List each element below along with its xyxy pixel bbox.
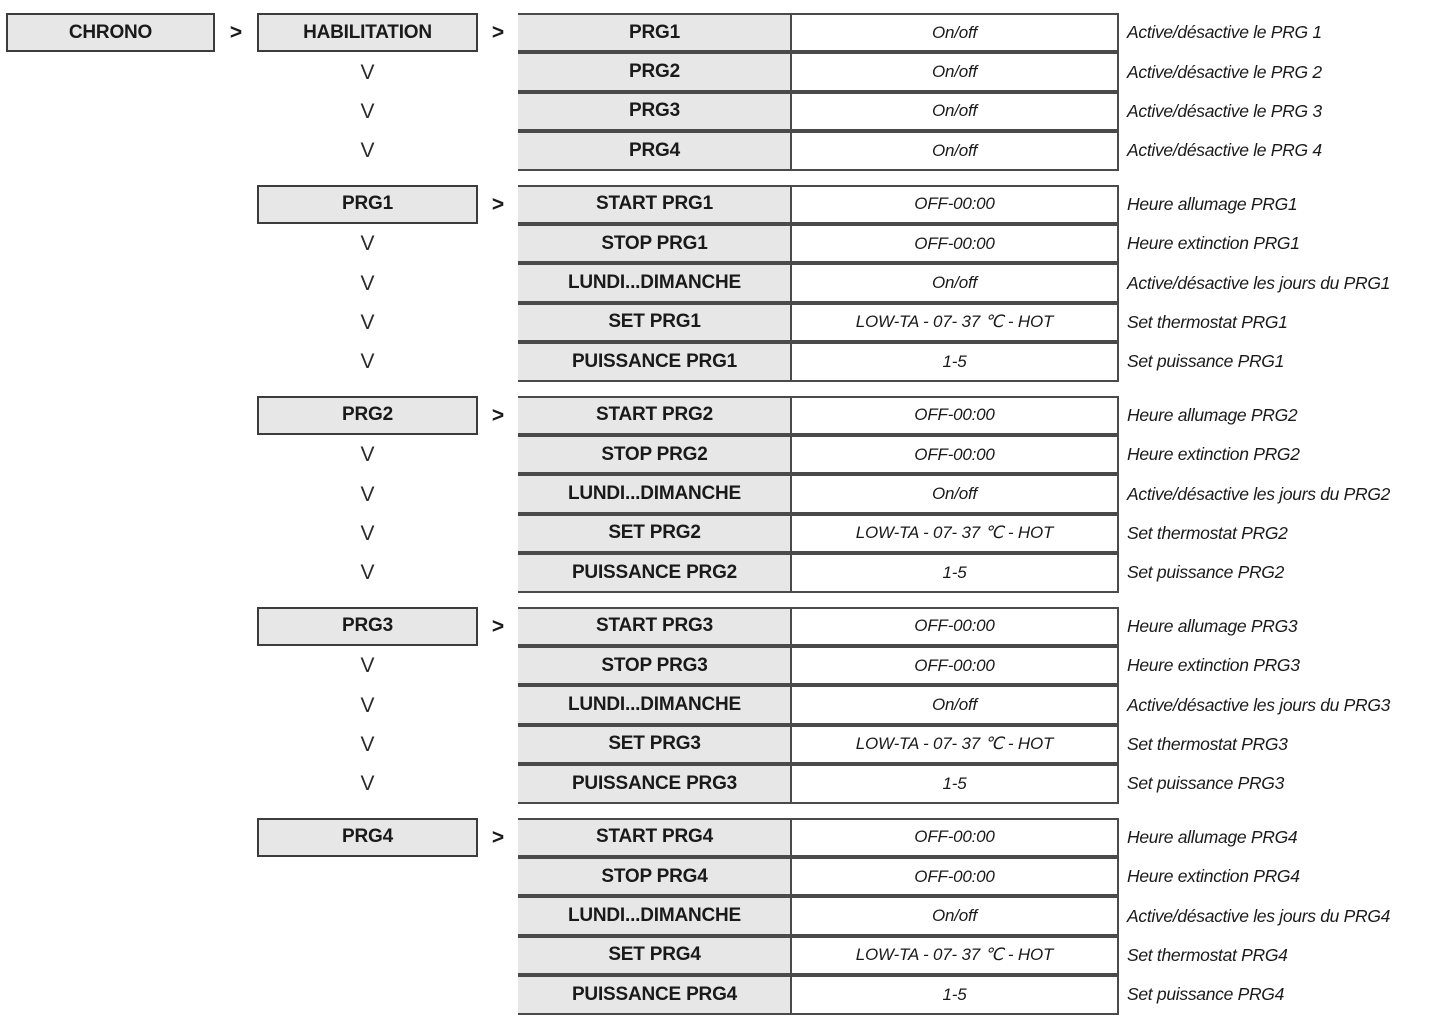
table-row-value-prg4-1[interactable]: [790, 857, 1119, 896]
row-label-text: STOP PRG4: [601, 865, 708, 887]
table-row-label-prg3-2[interactable]: [518, 685, 791, 724]
row-label-text: START PRG3: [596, 615, 713, 637]
branch-box-label: PRG1: [342, 193, 393, 215]
row-label-text: START PRG2: [596, 404, 713, 426]
root-box-label: CHRONO: [68, 21, 153, 43]
chevron-down-icon-prg1-2: V: [360, 310, 375, 334]
row-label-text: STOP PRG2: [601, 443, 708, 465]
row-value-text: OFF-00:00: [914, 616, 995, 636]
table-row-label-prg3-1[interactable]: [518, 646, 791, 685]
row-label-text: STOP PRG1: [601, 232, 708, 254]
table-row-label-prg2-1[interactable]: [518, 435, 791, 474]
chevron-down-icon-prg3-2: V: [360, 732, 375, 756]
row-value-text: On/off: [931, 906, 978, 926]
row-description-text: Heure allumage PRG2: [1127, 404, 1298, 425]
row-description-text: Set thermostat PRG4: [1127, 944, 1288, 965]
table-row-value-prg4-3[interactable]: [790, 936, 1119, 975]
chevron-down-icon-habilitation-1: V: [360, 99, 375, 123]
chevron-down-icon-habilitation-0: V: [360, 60, 375, 84]
row-description-text: Set thermostat PRG2: [1127, 522, 1288, 543]
row-value-text: OFF-00:00: [914, 233, 995, 253]
table-row-description-prg3-4: [1127, 764, 1429, 803]
arrow-right-icon-habilitation: >: [491, 21, 505, 45]
row-description-text: Active/désactive le PRG 4: [1127, 140, 1322, 161]
table-row-value-habilitation-1[interactable]: [790, 52, 1119, 91]
chevron-down-icon-prg3-0: V: [360, 654, 375, 678]
branch-box-prg2[interactable]: [257, 396, 478, 435]
chevron-down-icon-prg2-0: V: [360, 443, 375, 467]
table-row-description-habilitation-0: [1127, 13, 1429, 52]
table-row-label-prg3-0[interactable]: [518, 607, 791, 646]
branch-box-label: PRG4: [342, 826, 393, 848]
row-description-text: Set puissance PRG1: [1127, 351, 1285, 372]
row-value-text: On/off: [931, 484, 978, 504]
row-label-text: LUNDI...DIMANCHE: [567, 483, 742, 505]
row-label-text: SET PRG1: [608, 311, 701, 333]
row-description-text: Heure extinction PRG3: [1127, 655, 1300, 676]
branch-box-label: HABILITATION: [303, 21, 432, 43]
row-label-text: PUISSANCE PRG3: [571, 772, 738, 794]
table-row-description-prg1-4: [1127, 342, 1429, 381]
table-row-value-prg4-0[interactable]: [790, 818, 1119, 857]
branch-box-prg3[interactable]: [257, 607, 478, 646]
table-row-value-prg3-0[interactable]: [790, 607, 1119, 646]
table-row-description-prg1-1: [1127, 224, 1429, 263]
table-row-label-prg2-0[interactable]: [518, 396, 791, 435]
table-row-value-habilitation-3[interactable]: [790, 131, 1119, 170]
row-description-text: Heure allumage PRG4: [1127, 826, 1298, 847]
table-row-label-prg4-0[interactable]: [518, 818, 791, 857]
table-row-value-prg3-1[interactable]: [790, 646, 1119, 685]
row-description-text: Heure extinction PRG2: [1127, 444, 1300, 465]
row-value-text: OFF-00:00: [914, 405, 995, 425]
row-label-text: PRG4: [629, 139, 680, 161]
row-value-text: On/off: [931, 101, 978, 121]
table-row-label-prg1-0[interactable]: [518, 185, 791, 224]
table-row-description-habilitation-1: [1127, 52, 1429, 91]
row-value-text: OFF-00:00: [914, 194, 995, 214]
table-row-value-prg4-4[interactable]: [790, 975, 1119, 1014]
table-row-value-prg1-4[interactable]: [790, 342, 1119, 381]
table-row-value-habilitation-2[interactable]: [790, 92, 1119, 131]
row-value-text: On/off: [931, 62, 978, 82]
table-row-value-prg3-4[interactable]: [790, 764, 1119, 803]
arrow-right-icon-prg1: >: [491, 192, 505, 216]
table-row-label-prg3-3[interactable]: [518, 725, 791, 764]
row-label-text: PUISSANCE PRG2: [571, 561, 738, 583]
chevron-down-icon-prg3-3: V: [360, 772, 375, 796]
branch-box-label: PRG2: [342, 404, 393, 426]
table-row-description-prg3-1: [1127, 646, 1429, 685]
table-row-description-prg2-2: [1127, 474, 1429, 513]
table-row-label-prg2-3[interactable]: [518, 514, 791, 553]
chevron-down-icon-prg2-2: V: [360, 521, 375, 545]
table-row-description-prg2-0: [1127, 396, 1429, 435]
table-row-description-prg3-0: [1127, 607, 1429, 646]
row-value-text: 1-5: [942, 351, 967, 371]
row-label-text: LUNDI...DIMANCHE: [567, 694, 742, 716]
row-value-text: On/off: [931, 695, 978, 715]
table-row-label-habilitation-3[interactable]: [518, 131, 791, 170]
table-row-value-habilitation-0[interactable]: [790, 13, 1119, 52]
branch-box-habilitation[interactable]: [257, 13, 478, 52]
arrow-right-icon-root: >: [229, 21, 243, 45]
table-row-label-prg4-2[interactable]: [518, 896, 791, 935]
table-row-description-prg4-4: [1127, 975, 1429, 1014]
row-label-text: LUNDI...DIMANCHE: [567, 272, 742, 294]
table-row-value-prg2-3[interactable]: [790, 514, 1119, 553]
table-row-description-prg2-4: [1127, 553, 1429, 592]
root-box-chrono[interactable]: [6, 13, 215, 52]
row-label-text: LUNDI...DIMANCHE: [567, 905, 742, 927]
table-row-label-prg1-2[interactable]: [518, 263, 791, 302]
row-description-text: Heure extinction PRG4: [1127, 866, 1300, 887]
row-label-text: START PRG4: [596, 826, 713, 848]
table-row-value-prg2-2[interactable]: [790, 474, 1119, 513]
table-row-value-prg1-3[interactable]: [790, 303, 1119, 342]
row-value-text: 1-5: [942, 562, 967, 582]
chevron-down-icon-prg2-1: V: [360, 482, 375, 506]
chevron-down-icon-prg1-3: V: [360, 350, 375, 374]
row-value-text: 1-5: [942, 984, 967, 1004]
row-description-text: Active/désactive le PRG 1: [1127, 22, 1322, 43]
table-row-label-prg4-1[interactable]: [518, 857, 791, 896]
row-label-text: STOP PRG3: [601, 654, 708, 676]
row-description-text: Active/désactive les jours du PRG4: [1127, 905, 1391, 926]
table-row-label-prg4-4[interactable]: [518, 975, 791, 1014]
table-row-description-prg2-3: [1127, 514, 1429, 553]
row-label-text: PUISSANCE PRG1: [571, 350, 738, 372]
table-row-description-prg3-3: [1127, 725, 1429, 764]
row-value-text: 1-5: [942, 773, 967, 793]
table-row-value-prg2-0[interactable]: [790, 396, 1119, 435]
table-row-label-habilitation-0[interactable]: [518, 13, 791, 52]
row-description-text: Active/désactive les jours du PRG2: [1127, 483, 1391, 504]
row-value-text: LOW-TA - 07- 37 ℃ - HOT: [855, 734, 1054, 754]
row-description-text: Set puissance PRG3: [1127, 773, 1285, 794]
row-description-text: Active/désactive les jours du PRG1: [1127, 272, 1391, 293]
row-value-text: LOW-TA - 07- 37 ℃ - HOT: [855, 312, 1054, 332]
chevron-down-icon-prg3-1: V: [360, 693, 375, 717]
table-row-description-prg2-1: [1127, 435, 1429, 474]
table-row-label-prg4-3[interactable]: [518, 936, 791, 975]
branch-box-prg1[interactable]: [257, 185, 478, 224]
table-row-description-prg4-0: [1127, 818, 1429, 857]
table-row-description-prg1-2: [1127, 263, 1429, 302]
chevron-down-icon-prg1-0: V: [360, 232, 375, 256]
row-value-text: OFF-00:00: [914, 827, 995, 847]
table-row-value-prg3-2[interactable]: [790, 685, 1119, 724]
row-label-text: SET PRG4: [608, 944, 701, 966]
row-value-text: LOW-TA - 07- 37 ℃ - HOT: [855, 945, 1054, 965]
row-description-text: Set puissance PRG4: [1127, 984, 1285, 1005]
row-description-text: Active/désactive le PRG 2: [1127, 61, 1322, 82]
table-row-value-prg4-2[interactable]: [790, 896, 1119, 935]
arrow-right-icon-prg4: >: [491, 825, 505, 849]
row-value-text: OFF-00:00: [914, 444, 995, 464]
row-description-text: Heure allumage PRG1: [1127, 193, 1298, 214]
row-description-text: Heure allumage PRG3: [1127, 615, 1298, 636]
row-label-text: PRG2: [629, 61, 680, 83]
branch-box-prg4[interactable]: [257, 818, 478, 857]
row-description-text: Set thermostat PRG1: [1127, 311, 1288, 332]
table-row-label-prg1-4[interactable]: [518, 342, 791, 381]
row-label-text: START PRG1: [596, 193, 713, 215]
row-value-text: On/off: [931, 22, 978, 42]
table-row-label-habilitation-1[interactable]: [518, 52, 791, 91]
table-row-description-habilitation-2: [1127, 92, 1429, 131]
chevron-down-icon-prg1-1: V: [360, 271, 375, 295]
row-description-text: Active/désactive les jours du PRG3: [1127, 694, 1391, 715]
row-description-text: Heure extinction PRG1: [1127, 233, 1300, 254]
arrow-right-icon-prg2: >: [491, 403, 505, 427]
table-row-description-prg1-3: [1127, 303, 1429, 342]
table-row-label-habilitation-2[interactable]: [518, 92, 791, 131]
row-value-text: On/off: [931, 140, 978, 160]
chevron-down-icon-habilitation-2: V: [360, 139, 375, 163]
row-label-text: SET PRG3: [608, 733, 701, 755]
table-row-value-prg3-3[interactable]: [790, 725, 1119, 764]
table-row-description-prg4-3: [1127, 936, 1429, 975]
table-row-value-prg1-2[interactable]: [790, 263, 1119, 302]
table-row-label-prg2-4[interactable]: [518, 553, 791, 592]
row-value-text: LOW-TA - 07- 37 ℃ - HOT: [855, 523, 1054, 543]
row-value-text: OFF-00:00: [914, 655, 995, 675]
table-row-description-prg4-2: [1127, 896, 1429, 935]
table-row-label-prg1-1[interactable]: [518, 224, 791, 263]
row-value-text: OFF-00:00: [914, 866, 995, 886]
table-row-label-prg3-4[interactable]: [518, 764, 791, 803]
row-description-text: Active/désactive le PRG 3: [1127, 100, 1322, 121]
row-label-text: PRG3: [629, 100, 680, 122]
table-row-description-prg1-0: [1127, 185, 1429, 224]
chevron-down-icon-prg2-3: V: [360, 561, 375, 585]
row-value-text: On/off: [931, 273, 978, 293]
row-description-text: Set puissance PRG2: [1127, 562, 1285, 583]
table-row-description-prg4-1: [1127, 857, 1429, 896]
table-row-label-prg1-3[interactable]: [518, 303, 791, 342]
branch-box-label: PRG3: [342, 615, 393, 637]
table-row-value-prg1-1[interactable]: [790, 224, 1119, 263]
row-label-text: PUISSANCE PRG4: [571, 983, 738, 1005]
row-description-text: Set thermostat PRG3: [1127, 733, 1288, 754]
table-row-description-habilitation-3: [1127, 131, 1429, 170]
table-row-value-prg1-0[interactable]: [790, 185, 1119, 224]
table-row-value-prg2-4[interactable]: [790, 553, 1119, 592]
arrow-right-icon-prg3: >: [491, 614, 505, 638]
row-label-text: PRG1: [629, 21, 680, 43]
table-row-label-prg2-2[interactable]: [518, 474, 791, 513]
table-row-description-prg3-2: [1127, 685, 1429, 724]
table-row-value-prg2-1[interactable]: [790, 435, 1119, 474]
row-label-text: SET PRG2: [608, 522, 701, 544]
